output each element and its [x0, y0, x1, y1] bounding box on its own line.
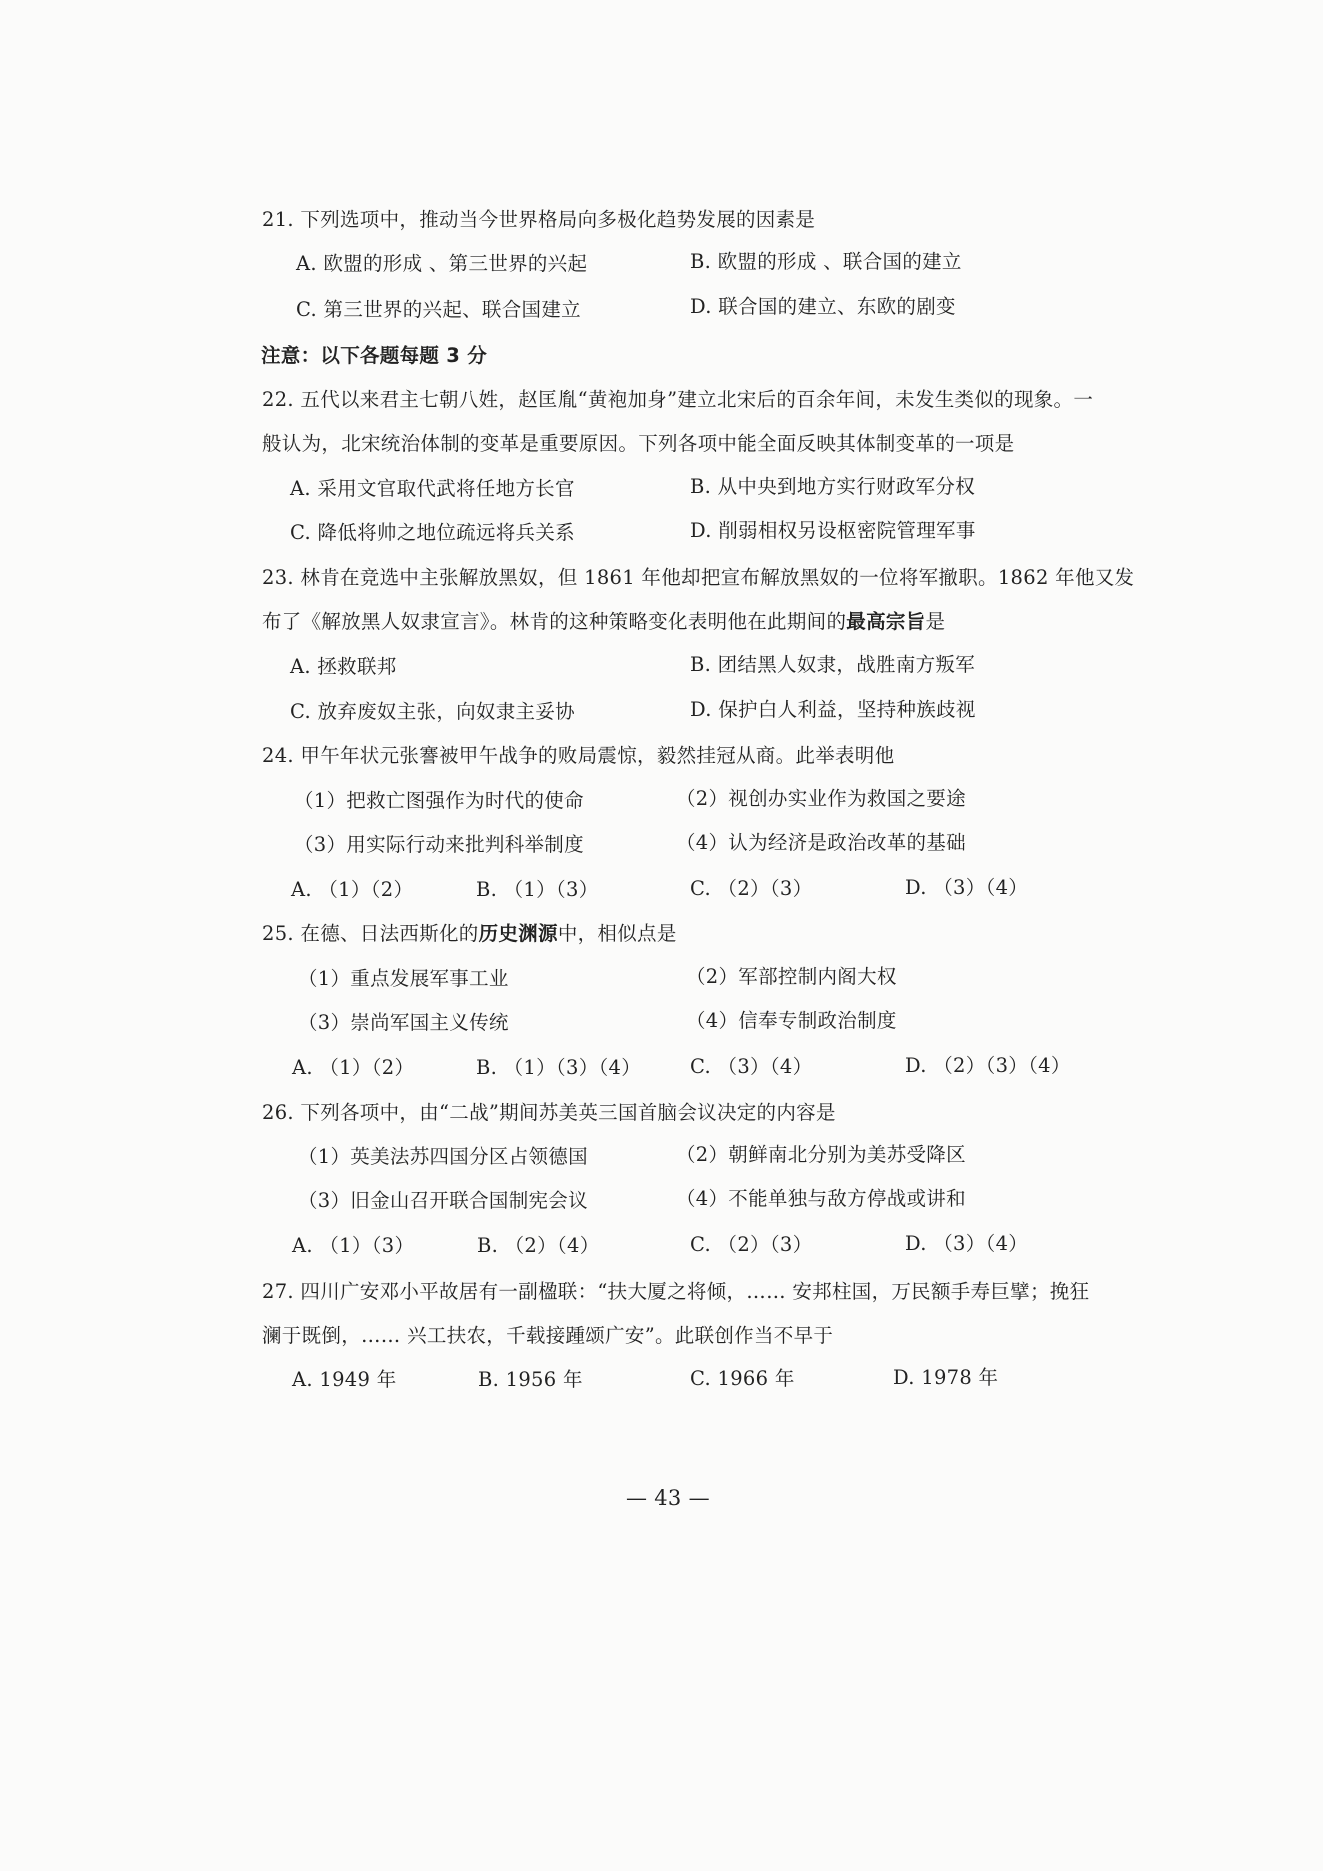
- q26-option-b: B. （2）（4）: [477, 1234, 600, 1257]
- q27-stem-line2: 澜于既倒，…… 兴工扶农，千载接踵颂广安”。此联创作当不早于: [262, 1324, 834, 1347]
- q25-option-b: B. （1）（3）（4）: [476, 1056, 642, 1079]
- q27-option-b: B. 1956 年: [478, 1368, 583, 1391]
- q25-stem-end: 中，相似点是: [557, 922, 677, 945]
- q23-option-c: C. 放弃废奴主张，向奴隶主妥协: [290, 700, 575, 723]
- q22-option-a: A. 采用文官取代武将任地方长官: [290, 477, 575, 500]
- q24-stem: 24. 甲午年状元张謇被甲午战争的败局震惊，毅然挂冠从商。此举表明他: [262, 744, 895, 767]
- q23-stem-end: 是: [925, 610, 946, 633]
- q26-item-1: （1）英美法苏四国分区占领德国: [298, 1145, 588, 1168]
- q24-option-a: A. （1）（2）: [291, 878, 414, 901]
- q25-option-d: D. （2）（3）（4）: [905, 1054, 1071, 1077]
- q26-option-a: A. （1）（3）: [292, 1234, 415, 1257]
- q26-option-d: D. （3）（4）: [905, 1232, 1029, 1255]
- q21-option-c: C. 第三世界的兴起、联合国建立: [296, 298, 581, 321]
- q21-stem: 21. 下列选项中，推动当今世界格局向多极化趋势发展的因素是: [262, 208, 816, 231]
- q23-emphasis: 最高宗旨: [846, 610, 926, 633]
- q22-option-c: C. 降低将帅之地位疏远将兵关系: [290, 521, 575, 544]
- q26-item-2: （2）朝鲜南北分别为美苏受降区: [676, 1143, 966, 1166]
- q24-item-2: （2）视创办实业作为救国之要途: [676, 787, 966, 810]
- q24-item-1: （1）把救亡图强作为时代的使命: [294, 789, 584, 812]
- q26-item-3: （3）旧金山召开联合国制宪会议: [298, 1189, 588, 1212]
- q25-option-a: A. （1）（2）: [292, 1056, 415, 1079]
- q21-option-d: D. 联合国的建立、东欧的剧变: [690, 295, 956, 318]
- q21-option-b: B. 欧盟的形成 、联合国的建立: [690, 250, 962, 273]
- q26-stem: 26. 下列各项中，由“二战”期间苏美英三国首脑会议决定的内容是: [262, 1101, 836, 1124]
- q25-item-4: （4）信奉专制政治制度: [686, 1009, 897, 1032]
- q25-item-2: （2）军部控制内阁大权: [686, 965, 897, 988]
- q27-stem-line1: 27. 四川广安邓小平故居有一副楹联：“扶大厦之将倾，…… 安邦柱国，万民额手寿巨擘；挽狂: [262, 1280, 1090, 1303]
- q24-item-4: （4）认为经济是政治改革的基础: [676, 831, 966, 854]
- q23-stem-line1: 23. 林肯在竞选中主张解放黑奴，但 1861 年他却把宣布解放黑奴的一位将军撤职。1862 年他又发: [262, 566, 1135, 589]
- q26-item-4: （4）不能单独与敌方停战或讲和: [676, 1187, 966, 1210]
- q25-item-3: （3）崇尚军国主义传统: [298, 1011, 509, 1034]
- page-number: — 43 —: [626, 1486, 710, 1510]
- q25-stem: [262, 922, 677, 946]
- q23-option-b: B. 团结黑人奴隶，战胜南方叛军: [690, 653, 976, 676]
- q27-option-a: A. 1949 年: [292, 1368, 397, 1391]
- q24-item-3: （3）用实际行动来批判科举制度: [294, 833, 584, 856]
- q23-stem-line2: [262, 610, 945, 634]
- q22-stem-line2: 般认为，北宋统治体制的变革是重要原因。下列各项中能全面反映其体制变革的一项是: [262, 432, 1015, 455]
- q23-option-d: D. 保护白人利益，坚持种族歧视: [690, 698, 976, 721]
- q25-emphasis: 历史渊源: [478, 922, 558, 945]
- section-note: 注意：以下各题每题 3 分: [261, 344, 488, 367]
- q25-item-1: （1）重点发展军事工业: [298, 967, 509, 990]
- q22-option-b: B. 从中央到地方实行财政军分权: [690, 475, 976, 498]
- q22-stem-line1: 22. 五代以来君主七朝八姓，赵匡胤“黄袍加身”建立北宋后的百余年间，未发生类似的现象。一: [262, 388, 1094, 411]
- q23-option-a: A. 拯救联邦: [290, 655, 397, 678]
- q24-option-d: D. （3）（4）: [905, 876, 1029, 899]
- q27-option-d: D. 1978 年: [893, 1366, 999, 1389]
- q24-option-c: C. （2）（3）: [690, 877, 813, 900]
- q23-stem-text: 布了《解放黑人奴隶宣言》。林肯的这种策略变化表明他在此期间的: [262, 610, 847, 633]
- q24-option-b: B. （1）（3）: [476, 878, 599, 901]
- q25-option-c: C. （3）（4）: [690, 1055, 813, 1078]
- q22-option-d: D. 削弱相权另设枢密院管理军事: [690, 519, 976, 542]
- q25-stem-text: 25. 在德、日法西斯化的: [262, 922, 479, 945]
- q21-option-a: A. 欧盟的形成 、第三世界的兴起: [296, 252, 588, 275]
- q27-option-c: C. 1966 年: [690, 1367, 795, 1390]
- q26-option-c: C. （2）（3）: [690, 1233, 813, 1256]
